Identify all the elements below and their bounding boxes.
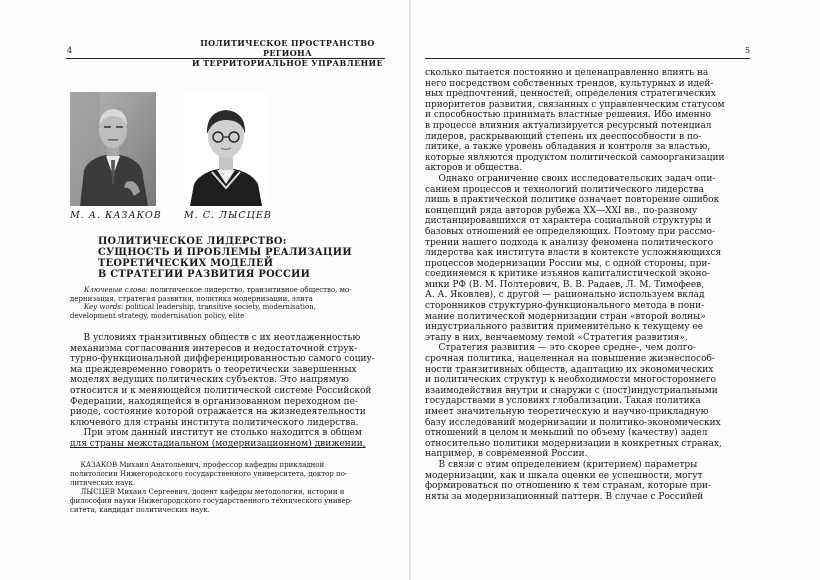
text-line: модернизации, как и шкала оценки ее успешности, могут [425,470,703,481]
keywords-ru-label: Ключевые слова: [84,286,148,294]
author-photo-kazakov [70,92,156,206]
text-line: и способностью принимать властные решения. Ибо именно [425,110,712,121]
text-line: ма преждевременно говорить о теоретически завершенных [70,364,357,375]
keywords-ru-line [70,286,385,295]
text-line: моделях ведущих политических субъектов. Это напрямую [70,375,349,386]
article-title-line: В СТРАТЕГИИ РАЗВИТИЯ РОССИИ [98,269,311,280]
text-line: срочная политика, нацеленная на повышение жизнеспособ- [425,354,715,365]
text-line: которые являются продуктом политической самоорганизации [425,152,725,163]
text-line: литике, а также уровень обладания и контроля за властью, [425,142,711,153]
text-line: турно-функциональной дифференцированностью самого социу- [70,354,375,365]
footnote-line: политологии Нижегородского государственного университета, доктор по- [70,470,348,478]
author-photo-lyscev [184,92,268,206]
keywords-en-text: political leadership, transitive society, modernisation, [125,303,316,312]
author-name-lyscev: М. С. ЛЫСЦЕВ [184,210,272,221]
text-line: лидеров, раскрывающий степень их дееспособности в по- [425,131,702,142]
text-line: этапу в них, венчаемому темой «Стратегия развития». [425,332,688,343]
footnote-line [70,461,385,470]
text-line: имеет значительную теоретическую и научно-прикладную [425,407,709,417]
text-line: ности транзитивных обществ, адаптацию их экономических [425,364,714,375]
text-line: ключевого для страны института политического лидерства. [70,417,359,428]
text-line: концепций ряда авторов рубежа XX—XXI вв., по-разному [425,205,698,216]
author-footnotes [70,461,385,515]
footnote-line [70,488,385,497]
text-line: Федерации, находящейся в организованном переходном пе- [70,396,358,407]
book-gutter [409,0,411,580]
text-line: для страны межстадиальном (модернизационном) движении, [70,438,366,449]
footnote-line: ситета, кандидат политических наук. [70,506,210,514]
footnote-span: ЛЫСЦЕВ Михаил Сергеевич, доцент кафедры методологии, истории и [80,488,345,496]
text-line: процессов модернизации России мы, с одной стороны, при- [425,258,711,269]
right-page-number: 5 [745,46,751,55]
text-line [70,428,385,439]
text-line: лишь в практической политике означает повторение ошибок [425,195,720,206]
text-line: няты за модернизационный паттерн. В случае с Российей [425,491,704,502]
text-span: Однако ограничение своих исследовательских задач опи- [438,173,716,184]
running-head [190,38,385,68]
text-line [425,343,750,354]
text-line: механизма согласования интересов и недостаточной струк- [70,343,358,354]
text-line: сторонников структурно-функционального метода в пони- [425,301,705,312]
keywords-en-line [70,303,385,312]
text-line: индустриального развития применительно к текущему ее [425,322,704,333]
text-line: государствами в условиях глобализации. Такая политика [425,396,701,407]
text-span: При этом данный институт не столько находится в общем [83,428,362,439]
right-body-text [425,68,750,502]
keywords-ru-line: дернизация, стратегия развития, политика модернизации, элита [70,294,313,303]
keywords-en-line: development strategy, modernisation policy, elite [70,311,245,320]
footnote-span: КАЗАКОВ Михаил Анатольевич, профессор кафедры прикладной [80,461,325,469]
text-line: санием процессов и технологий политического лидерства [425,184,704,195]
header-rule-right [425,58,750,59]
running-head-line-2: И ТЕРРИТОРИАЛЬНОЕ УПРАВЛЕНИЕ [191,58,383,68]
text-line: базу исследований модернизации и политико-экономических [425,417,721,428]
text-line: риоде, состояние которой отражается на жизнедеятельности [70,407,366,418]
text-line: акторов и общества. [425,163,523,174]
keywords-ru-text: политическое лидерство, транзитивное общество, мо- [150,286,352,294]
text-line: лидерства как института власти в контексте усложняющихся [425,248,722,259]
text-line: приоритетов развития, связанных с управленческим статусом [425,99,725,110]
text-line: соединяемся к критике изъянов капиталистической эконо- [425,269,711,280]
text-line: мание политической модернизации стран «второй волны» [425,311,706,322]
text-line: в процессе влияния актуализируется ресурсный потенциал [425,120,712,131]
text-line [70,333,385,344]
text-line: А. А. Яковлев), с другой — рационально используем вклад [425,290,705,301]
text-line: него посредством собственных трендов, культурных и идей- [425,78,714,89]
text-line: относится и к меняющейся политической системе Российской [70,385,372,396]
text-line: формироваться по отношению к тем странам, которые при- [425,481,712,492]
left-page-number: 4 [67,46,73,55]
text-span: В связи с этим определением (критерием) параметры [438,459,698,470]
text-line: взаимодействия внутри и снаружи с (пост)индустриальными [425,385,718,396]
text-line: например, в современной России. [425,449,588,460]
text-line: ных предпочтений, ценностей, определения стратегических [425,89,716,100]
article-title-line: ПОЛИТИЧЕСКОЕ ЛИДЕРСТВО: [98,236,287,247]
text-line: сколько пытается постоянно и целенаправленно влиять на [425,68,709,78]
text-line: дистанцировавшихся от характера социальной структуры и [425,216,712,227]
text-line: трении нашего подхода к анализу феномена политического [425,237,714,248]
keywords-block [70,286,385,320]
footnote-line: литических наук. [70,479,136,487]
text-line [425,460,750,471]
text-line: базовых отношений ее определяющих. Поэтому при рассмо- [425,226,716,237]
text-line [425,174,750,185]
footnote-line: философии науки Нижегородского государственного технического универ- [70,497,353,505]
keywords-en-label: Key words: [84,303,124,312]
text-line: и политических структур к необходимости многостороннего [425,375,717,386]
article-title-line: ТЕОРЕТИЧЕСКИХ МОДЕЛЕЙ [98,258,274,269]
text-line: отношений в целом и меньший по объему (качеству) задел [425,428,708,439]
text-span: В условиях транзитивных обществ с их неотлаженностью [83,333,361,343]
article-title [98,236,358,280]
text-line: относительно политики модернизации в конкретных странах, [425,438,722,449]
author-name-kazakov: М. А. КАЗАКОВ [70,210,162,221]
left-body-text [70,333,385,450]
text-span: Стратегия развития — это скорее средне-, чем долго- [438,343,696,354]
article-title-line: СУЩНОСТЬ И ПРОБЛЕМЫ РЕАЛИЗАЦИИ [98,247,352,258]
header-rule-left [66,58,385,59]
running-head-line-1: ПОЛИТИЧЕСКОЕ ПРОСТРАНСТВО РЕГИОНА [200,38,375,58]
text-line: мики РФ (В. М. Полтерович, В. В. Радаев, Л. М. Тимофеев, [425,279,705,290]
